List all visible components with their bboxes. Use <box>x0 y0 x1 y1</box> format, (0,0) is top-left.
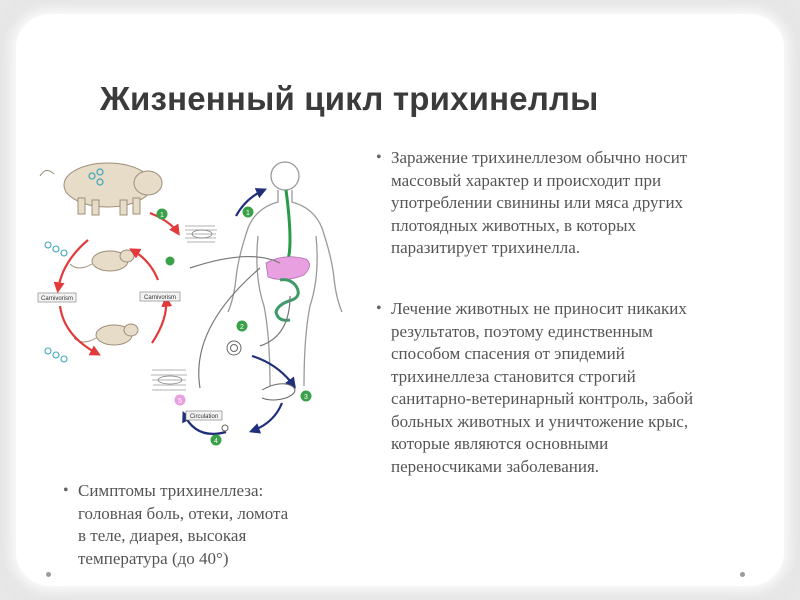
bullet-line: результатов, поэтому единственным <box>391 321 653 341</box>
bullet-line: Лечение животных не приносит никаких <box>391 299 687 318</box>
svg-text:Carnivorism: Carnivorism <box>40 296 74 302</box>
bullet-marker: • <box>63 482 69 499</box>
circulation-label <box>186 411 222 420</box>
bullet-marker: • <box>376 300 382 317</box>
bullet-line: Симптомы трихинеллеза: <box>78 481 264 500</box>
bullet-line: способом спасения от эпидемий <box>391 344 625 363</box>
step-marker-4 <box>211 435 222 446</box>
larva-illustration <box>222 341 295 431</box>
bullet-line: температура (до 40°) <box>78 548 229 568</box>
bullet-line: паразитирует трихинелла. <box>391 238 581 257</box>
bullet-line: массовый характер и происходит при <box>391 170 662 190</box>
svg-text:1: 1 <box>160 212 164 219</box>
pig-illustration <box>40 163 162 215</box>
bullet-line: которые являются основными <box>391 434 609 453</box>
bullet-line: головная боль, отеки, ломота <box>78 503 289 523</box>
muscle-tissue-illustration <box>151 226 217 390</box>
bullet-infection <box>376 147 786 260</box>
bullet-line: Заражение трихинеллезом обычно носит <box>391 148 688 167</box>
rat-illustration <box>70 250 138 345</box>
step-marker-3 <box>301 391 312 402</box>
bullet-line: употреблении свинины или мяса других <box>391 193 684 212</box>
digestive-tract-illustration <box>266 190 310 320</box>
svg-text:1: 1 <box>246 210 250 217</box>
svg-text:2: 2 <box>240 324 244 331</box>
bullet-line: больных животных и уничтожение крыс, <box>391 411 689 431</box>
slide-corner-dot <box>46 572 51 577</box>
bullet-line: в теле, диарея, высокая <box>78 526 247 545</box>
bullet-line: переносчиками заболевания. <box>391 456 600 476</box>
svg-text:3: 3 <box>304 394 308 401</box>
bullet-line: трихинеллеза становится строгий <box>391 366 636 386</box>
carnivorism-label-right <box>140 292 180 301</box>
step-marker-small <box>166 257 175 266</box>
step-marker-1 <box>157 209 168 220</box>
bullet-line: санитарно-ветеринарный контроль, забой <box>391 389 694 408</box>
trichinella-life-cycle-diagram <box>30 128 370 458</box>
svg-text:5: 5 <box>178 398 182 405</box>
bullet-marker: • <box>376 149 382 166</box>
step-marker-1b <box>243 207 254 218</box>
bullet-symptoms <box>63 480 368 578</box>
step-marker-2 <box>237 321 248 332</box>
step-marker-5 <box>175 395 186 406</box>
slide-title: Жизненный цикл трихинеллы <box>100 80 599 117</box>
slide-corner-dot <box>740 572 745 577</box>
svg-text:Carnivorism: Carnivorism <box>143 295 177 301</box>
svg-text:4: 4 <box>214 438 218 445</box>
svg-text:Circulation: Circulation <box>189 414 219 420</box>
bullet-line: плотоядных животных, в которых <box>391 215 637 235</box>
carnivorism-label-left <box>38 293 76 302</box>
bullet-treatment <box>376 298 791 478</box>
